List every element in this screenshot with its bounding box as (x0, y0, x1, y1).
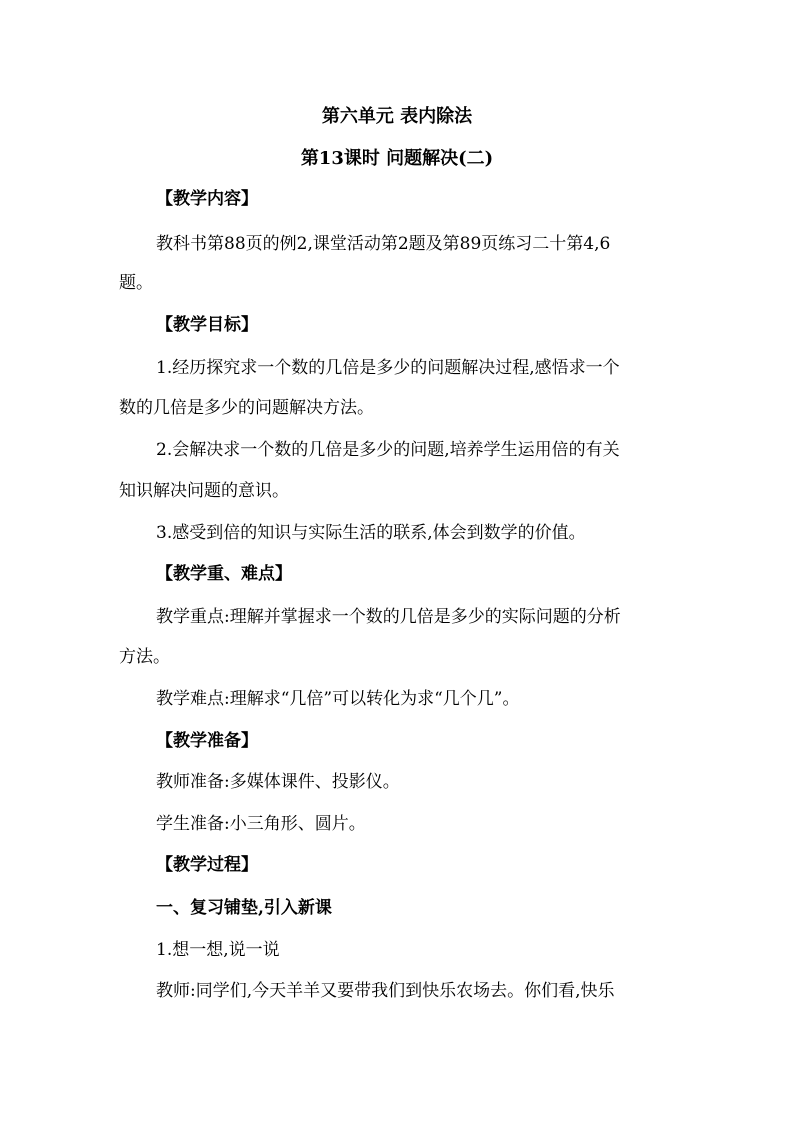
unit-title: 第六单元 表内除法 (321, 106, 473, 127)
content-heading: 【教学内容】 (156, 189, 258, 209)
goal-2-line-2: 知识解决问题的意识。 (119, 481, 289, 501)
goal-3-line-1: 3.感受到倍的知识与实际生活的联系,体会到数学的价值。 (156, 523, 586, 543)
goal-1-line-2: 数的几倍是多少的问题解决方法。 (119, 398, 374, 418)
key-point-line-2: 方法。 (119, 647, 170, 667)
goals-heading: 【教学目标】 (156, 315, 258, 335)
goal-2-line-1: 2.会解决求一个数的几倍是多少的问题,培养学生运用倍的有关 (156, 440, 620, 460)
teacher-preparation: 教师准备:多媒体课件、投影仪。 (156, 772, 400, 792)
content-text-line-1: 教科书第88页的例2,课堂活动第2题及第89页练习二十第4,6 (156, 234, 611, 254)
process-heading: 【教学过程】 (156, 855, 258, 875)
student-preparation: 学生准备:小三角形、圆片。 (156, 814, 366, 834)
goal-1-line-1: 1.经历探究求一个数的几倍是多少的问题解决过程,感悟求一个 (156, 358, 620, 378)
step-1-heading: 1.想一想,说一说 (156, 940, 280, 960)
difficult-point-line: 教学难点:理解求“几倍”可以转化为求“几个几”。 (156, 689, 520, 709)
part-1-heading: 一、复习铺垫,引入新课 (156, 898, 332, 918)
keypoints-heading: 【教学重、难点】 (156, 564, 292, 584)
lesson-title: 第13课时 问题解决(二) (300, 148, 494, 169)
preparation-heading: 【教学准备】 (156, 731, 258, 751)
teacher-speech-line-1: 教师:同学们,今天羊羊又要带我们到快乐农场去。你们看,快乐 (156, 981, 615, 1001)
key-point-line-1: 教学重点:理解并掌握求一个数的几倍是多少的实际问题的分析 (156, 607, 621, 627)
content-text-line-2: 题。 (119, 273, 153, 293)
